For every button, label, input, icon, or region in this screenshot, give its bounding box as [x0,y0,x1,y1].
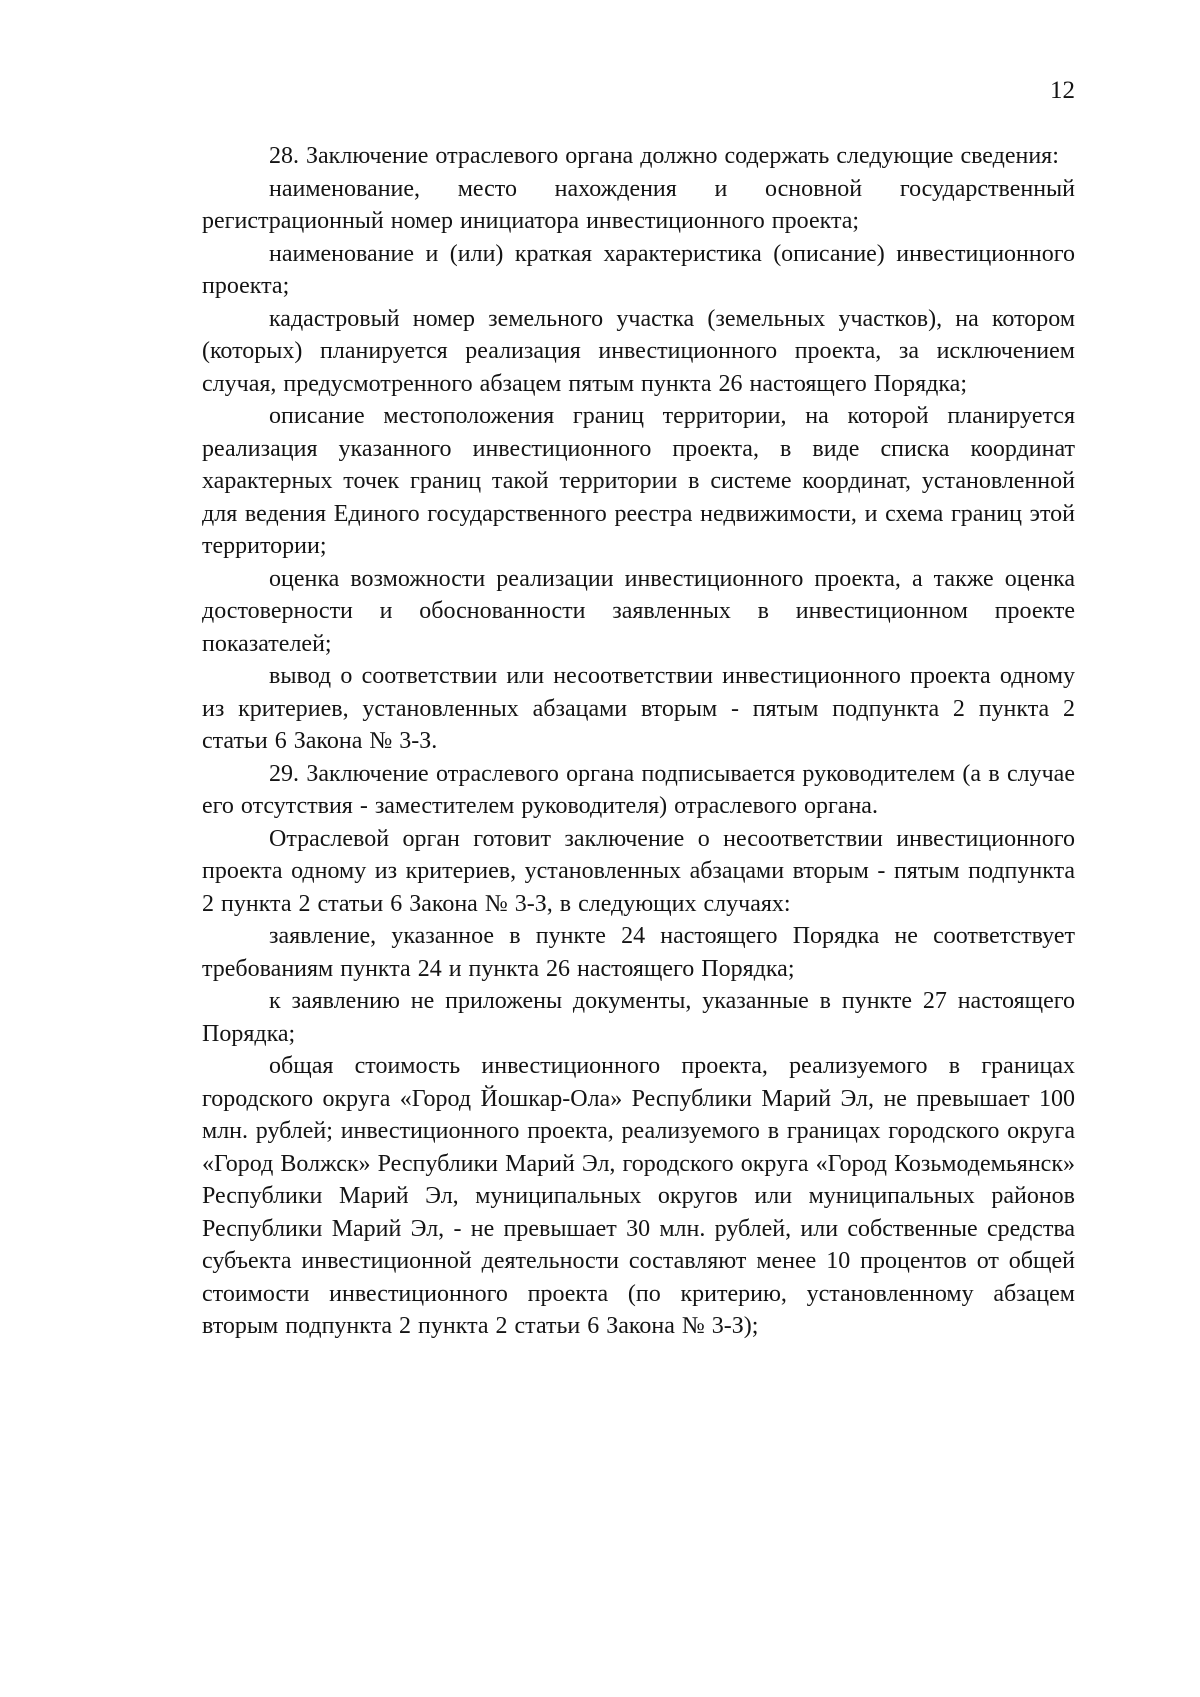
paragraph-project-description: наименование и (или) краткая характеристика (описание) инвестиционного проекта; [202,240,1075,299]
page-number: 12 [1050,77,1075,104]
paragraph-28-heading: 28. Заключение отраслевого органа должно содержать следующие сведения: [269,143,1059,169]
paragraph-conclusion-verdict: вывод о соответствии или несоответствии инвестиционного проекта одному из критериев, установленных абзацами вторым - пятым подпункта 2 пункта 2 статьи 6 Закона № 3-З. [202,663,1075,754]
paragraph-noncompliance-cases: Отраслевой орган готовит заключение о несоответствии инвестиционного проекта одному из критериев, установленных абзацами вторым - пятым подпункта 2 пункта 2 статьи 6 Закона № 3-З, в следующих случаях: [202,825,1075,917]
paragraph-case-cost: общая стоимость инвестиционного проекта, реализуемого в границах городского округа «Город Йошкар-Ола» Республики Марий Эл, не превышает 100 млн. рублей; инвестиционного проекта, реализуемого в границах городского округа «Город Волжск» Республики Марий Эл, городского округа «Город Козьмодемьянск» Республики Марий Эл, муниципальных округов или муниципальных районов Республики Марий Эл, - не превышает 30 млн. рублей, или собственные средства субъекта инвестиционной деятельности составляют менее 10 процентов от общей стоимости инвестиционного проекта (по критерию, установленному абзацем вторым подпункта 2 пункта 2 статьи 6 Закона № 3-З); [202,1053,1075,1339]
paragraph-territory-borders: описание местоположения границ территории, на которой планируется реализация указанного инвестиционного проекта, в виде списка координат характерных точек границ такой территории в системе координат, установленной для ведения Единого государственного реестра недвижимости, и схема границ этой территории; [202,403,1075,559]
paragraph-case-application: заявление, указанное в пункте 24 настоящего Порядка не соответствует требованиям пункта 24 и пункта 26 настоящего Порядка; [202,923,1075,982]
paragraph-cadastral-number: кадастровый номер земельного участка (земельных участков), на котором (которых) планируется реализация инвестиционного проекта, за исключением случая, предусмотренного абзацем пятым пункта 26 настоящего Порядка; [202,305,1075,397]
paragraph-case-documents: к заявлению не приложены документы, указанные в пункте 27 настоящего Порядка; [202,988,1075,1047]
paragraph-initiator-name: наименование, место нахождения и основной государственный регистрационный номер инициатора инвестиционного проекта; [202,175,1075,234]
document-body [202,140,1075,1343]
paragraph-29-signature: 29. Заключение отраслевого органа подписывается руководителем (а в случае его отсутствия - заместителем руководителя) отраслевого органа. [202,760,1075,819]
paragraph-feasibility-assessment: оценка возможности реализации инвестиционного проекта, а также оценка достоверности и обоснованности заявленных в инвестиционном проекте показателей; [202,565,1075,657]
